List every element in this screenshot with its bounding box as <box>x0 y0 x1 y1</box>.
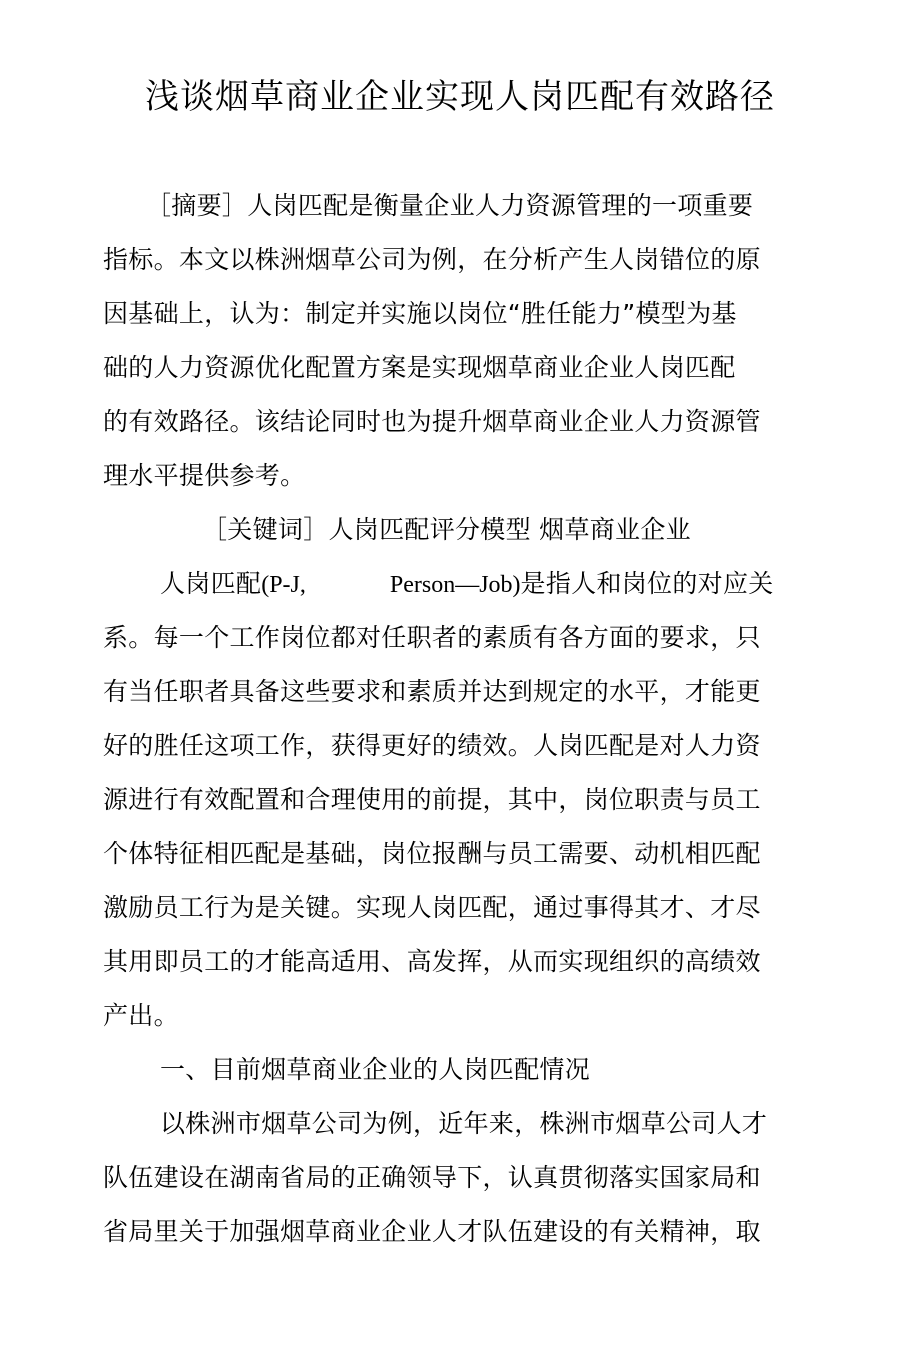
intro-suffix: 是指人和岗位的对应关 <box>520 569 774 598</box>
section-line: 以株洲市烟草公司为例，近年来，株洲市烟草公司人才 <box>160 1109 768 1138</box>
section-line: 省局里关于加强烟草商业企业人才队伍建设的有关精神，取 <box>103 1217 761 1246</box>
abstract-line: ［摘要］人岗匹配是衡量企业人力资源管理的一项重要 <box>146 191 754 220</box>
intro-prefix: 人岗匹配 <box>160 569 262 598</box>
intro-first-line <box>160 564 774 605</box>
intro-line: 产出。 <box>103 1001 179 1030</box>
abstract-line: 因基础上，认为：制定并实施以岗位“胜任能力”模型为基 <box>103 299 737 328</box>
section-line: 队伍建设在湖南省局的正确领导下，认真贯彻落实国家局和 <box>103 1163 761 1192</box>
intro-line: 源进行有效配置和合理使用的前提，其中，岗位职责与员工 <box>103 785 761 814</box>
intro-line: 系。每一个工作岗位都对任职者的素质有各方面的要求，只 <box>103 623 761 652</box>
abstract-line: 础的人力资源优化配置方案是实现烟草商业企业人岗匹配 <box>103 353 736 382</box>
intro-line: 个体特征相匹配是基础，岗位报酬与员工需要、动机相匹配 <box>103 839 761 868</box>
document-title: 浅谈烟草商业企业实现人岗匹配有效路径 <box>145 77 775 117</box>
intro-pj-full: Person—Job) <box>389 572 521 598</box>
intro-line: 其用即员工的才能高适用、高发挥，从而实现组织的高绩效 <box>103 947 761 976</box>
intro-pj-abbr: (P-J, <box>261 572 306 598</box>
abstract-line: 的有效路径。该结论同时也为提升烟草商业企业人力资源管 <box>103 407 761 436</box>
intro-line: 有当任职者具备这些要求和素质并达到规定的水平，才能更 <box>103 677 761 706</box>
section-heading: 一、目前烟草商业企业的人岗匹配情况 <box>160 1055 591 1084</box>
intro-line: 好的胜任这项工作，获得更好的绩效。人岗匹配是对人力资 <box>103 731 761 760</box>
abstract-line: 理水平提供参考。 <box>103 461 306 490</box>
abstract-line: 指标。本文以株洲烟草公司为例，在分析产生人岗错位的原 <box>103 245 761 274</box>
keywords-line: ［关键词］人岗匹配评分模型 烟草商业企业 <box>202 515 691 544</box>
intro-line: 激励员工行为是关键。实现人岗匹配，通过事得其才、才尽 <box>103 893 761 922</box>
